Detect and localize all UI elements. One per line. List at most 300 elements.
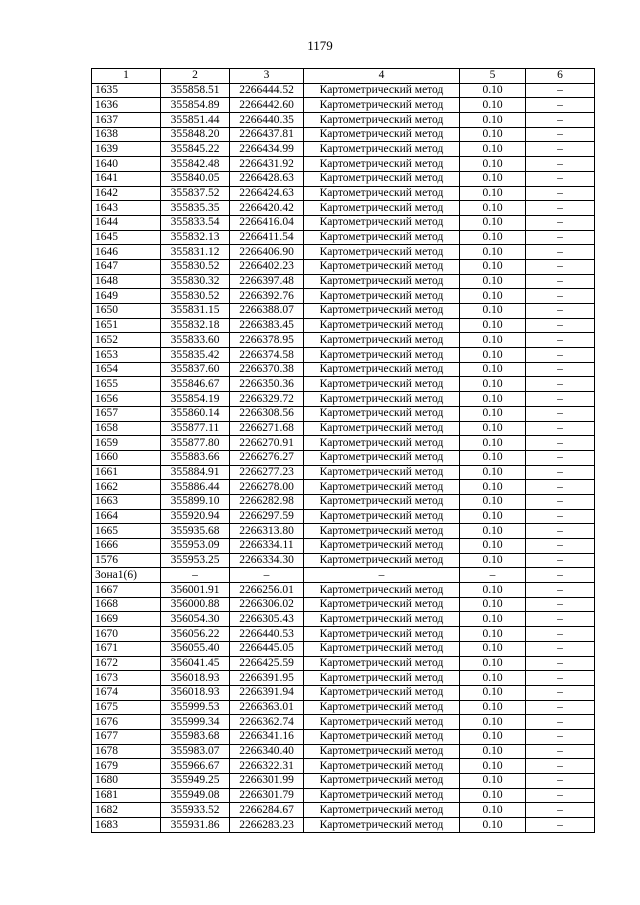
point-number-cell: 1659 bbox=[92, 436, 161, 451]
point-number-cell: 1638 bbox=[92, 127, 161, 142]
x-coordinate-cell: 356056.22 bbox=[161, 627, 230, 642]
note-cell: – bbox=[526, 744, 595, 759]
method-cell: Картометрический метод bbox=[304, 685, 460, 700]
method-cell: Картометрический метод bbox=[304, 201, 460, 216]
accuracy-cell: 0.10 bbox=[460, 392, 526, 407]
y-coordinate-cell: 2266334.30 bbox=[230, 553, 304, 568]
column-header: 1 bbox=[92, 69, 161, 84]
accuracy-cell: 0.10 bbox=[460, 597, 526, 612]
method-cell: Картометрический метод bbox=[304, 245, 460, 260]
accuracy-cell: 0.10 bbox=[460, 539, 526, 554]
method-cell: Картометрический метод bbox=[304, 480, 460, 495]
table-row bbox=[92, 171, 595, 186]
table-row bbox=[92, 583, 595, 598]
table-row bbox=[92, 406, 595, 421]
y-coordinate-cell: 2266437.81 bbox=[230, 127, 304, 142]
point-number-cell: 1669 bbox=[92, 612, 161, 627]
note-cell: – bbox=[526, 685, 595, 700]
accuracy-cell: 0.10 bbox=[460, 157, 526, 172]
note-cell: – bbox=[526, 113, 595, 128]
y-coordinate-cell: 2266350.36 bbox=[230, 377, 304, 392]
note-cell: – bbox=[526, 671, 595, 686]
method-cell: Картометрический метод bbox=[304, 392, 460, 407]
note-cell: – bbox=[526, 788, 595, 803]
point-number-cell: 1679 bbox=[92, 759, 161, 774]
note-cell: – bbox=[526, 494, 595, 509]
point-number-cell: 1664 bbox=[92, 509, 161, 524]
x-coordinate-cell: 355949.25 bbox=[161, 774, 230, 789]
y-coordinate-cell: 2266391.95 bbox=[230, 671, 304, 686]
point-number-cell: 1645 bbox=[92, 230, 161, 245]
accuracy-cell: 0.10 bbox=[460, 171, 526, 186]
accuracy-cell: 0.10 bbox=[460, 729, 526, 744]
table-row bbox=[92, 83, 595, 98]
accuracy-cell: 0.10 bbox=[460, 494, 526, 509]
y-coordinate-cell: 2266305.43 bbox=[230, 612, 304, 627]
point-number-cell: 1650 bbox=[92, 304, 161, 319]
point-number-cell: 1637 bbox=[92, 113, 161, 128]
accuracy-cell: 0.10 bbox=[460, 289, 526, 304]
method-cell: Картометрический метод bbox=[304, 436, 460, 451]
accuracy-cell: 0.10 bbox=[460, 612, 526, 627]
point-number-cell: 1641 bbox=[92, 171, 161, 186]
y-coordinate-cell: 2266297.59 bbox=[230, 509, 304, 524]
point-number-cell: 1647 bbox=[92, 259, 161, 274]
point-number-cell: 1680 bbox=[92, 774, 161, 789]
x-coordinate-cell: 355877.11 bbox=[161, 421, 230, 436]
y-coordinate-cell: 2266270.91 bbox=[230, 436, 304, 451]
x-coordinate-cell: 355884.91 bbox=[161, 465, 230, 480]
x-coordinate-cell: 355899.10 bbox=[161, 494, 230, 509]
note-cell: – bbox=[526, 142, 595, 157]
note-cell: – bbox=[526, 553, 595, 568]
note-cell: – bbox=[526, 318, 595, 333]
point-number-cell: 1672 bbox=[92, 656, 161, 671]
method-cell: Картометрический метод bbox=[304, 186, 460, 201]
point-number-cell: 1655 bbox=[92, 377, 161, 392]
x-coordinate-cell: 355877.80 bbox=[161, 436, 230, 451]
point-number-cell: 1651 bbox=[92, 318, 161, 333]
point-number-cell: 1683 bbox=[92, 818, 161, 833]
accuracy-cell: 0.10 bbox=[460, 641, 526, 656]
table-row bbox=[92, 465, 595, 480]
y-coordinate-cell: 2266322.31 bbox=[230, 759, 304, 774]
y-coordinate-cell: 2266301.79 bbox=[230, 788, 304, 803]
note-cell: – bbox=[526, 171, 595, 186]
x-coordinate-cell: 355854.19 bbox=[161, 392, 230, 407]
note-cell: – bbox=[526, 392, 595, 407]
point-number-cell: 1653 bbox=[92, 348, 161, 363]
note-cell: – bbox=[526, 509, 595, 524]
accuracy-cell: 0.10 bbox=[460, 201, 526, 216]
method-cell: – bbox=[304, 568, 460, 583]
table-row bbox=[92, 304, 595, 319]
x-coordinate-cell: 356018.93 bbox=[161, 685, 230, 700]
x-coordinate-cell: 355846.67 bbox=[161, 377, 230, 392]
table-row bbox=[92, 539, 595, 554]
y-coordinate-cell: 2266428.63 bbox=[230, 171, 304, 186]
table-row bbox=[92, 568, 595, 583]
accuracy-cell: 0.10 bbox=[460, 788, 526, 803]
method-cell: Картометрический метод bbox=[304, 509, 460, 524]
method-cell: Картометрический метод bbox=[304, 715, 460, 730]
note-cell: – bbox=[526, 818, 595, 833]
x-coordinate-cell: 355953.09 bbox=[161, 539, 230, 554]
note-cell: – bbox=[526, 627, 595, 642]
x-coordinate-cell: 355835.42 bbox=[161, 348, 230, 363]
y-coordinate-cell: 2266256.01 bbox=[230, 583, 304, 598]
table-row bbox=[92, 612, 595, 627]
y-coordinate-cell: 2266388.07 bbox=[230, 304, 304, 319]
x-coordinate-cell: 355831.15 bbox=[161, 304, 230, 319]
note-cell: – bbox=[526, 700, 595, 715]
note-cell: – bbox=[526, 759, 595, 774]
note-cell: – bbox=[526, 568, 595, 583]
accuracy-cell: 0.10 bbox=[460, 186, 526, 201]
note-cell: – bbox=[526, 377, 595, 392]
x-coordinate-cell: 355858.51 bbox=[161, 83, 230, 98]
point-number-cell: 1670 bbox=[92, 627, 161, 642]
table-row bbox=[92, 318, 595, 333]
column-header: 6 bbox=[526, 69, 595, 84]
x-coordinate-cell: 355840.05 bbox=[161, 171, 230, 186]
note-cell: – bbox=[526, 421, 595, 436]
x-coordinate-cell: 355837.60 bbox=[161, 362, 230, 377]
accuracy-cell: 0.10 bbox=[460, 245, 526, 260]
method-cell: Картометрический метод bbox=[304, 421, 460, 436]
x-coordinate-cell: 355845.22 bbox=[161, 142, 230, 157]
point-number-cell: 1674 bbox=[92, 685, 161, 700]
x-coordinate-cell: 355933.52 bbox=[161, 803, 230, 818]
point-number-cell: 1668 bbox=[92, 597, 161, 612]
table-row bbox=[92, 259, 595, 274]
table-row bbox=[92, 641, 595, 656]
method-cell: Картометрический метод bbox=[304, 774, 460, 789]
accuracy-cell: 0.10 bbox=[460, 127, 526, 142]
table-row bbox=[92, 421, 595, 436]
x-coordinate-cell: 355931.86 bbox=[161, 818, 230, 833]
accuracy-cell: 0.10 bbox=[460, 759, 526, 774]
accuracy-cell: 0.10 bbox=[460, 524, 526, 539]
method-cell: Картометрический метод bbox=[304, 641, 460, 656]
accuracy-cell: 0.10 bbox=[460, 715, 526, 730]
table-row bbox=[92, 98, 595, 113]
note-cell: – bbox=[526, 304, 595, 319]
table-row bbox=[92, 788, 595, 803]
note-cell: – bbox=[526, 259, 595, 274]
note-cell: – bbox=[526, 289, 595, 304]
point-number-cell: 1636 bbox=[92, 98, 161, 113]
accuracy-cell: 0.10 bbox=[460, 818, 526, 833]
method-cell: Картометрический метод bbox=[304, 803, 460, 818]
x-coordinate-cell: 355832.13 bbox=[161, 230, 230, 245]
method-cell: Картометрический метод bbox=[304, 583, 460, 598]
table-row bbox=[92, 436, 595, 451]
note-cell: – bbox=[526, 274, 595, 289]
method-cell: Картометрический метод bbox=[304, 318, 460, 333]
y-coordinate-cell: 2266431.92 bbox=[230, 157, 304, 172]
point-number-cell: 1648 bbox=[92, 274, 161, 289]
x-coordinate-cell: 355949.08 bbox=[161, 788, 230, 803]
accuracy-cell: 0.10 bbox=[460, 259, 526, 274]
point-number-cell: 1640 bbox=[92, 157, 161, 172]
accuracy-cell: 0.10 bbox=[460, 348, 526, 363]
point-number-cell: 1663 bbox=[92, 494, 161, 509]
y-coordinate-cell: 2266301.99 bbox=[230, 774, 304, 789]
method-cell: Картометрический метод bbox=[304, 333, 460, 348]
note-cell: – bbox=[526, 186, 595, 201]
table-row bbox=[92, 392, 595, 407]
accuracy-cell: 0.10 bbox=[460, 509, 526, 524]
point-number-cell: 1673 bbox=[92, 671, 161, 686]
y-coordinate-cell: 2266411.54 bbox=[230, 230, 304, 245]
table-row bbox=[92, 230, 595, 245]
y-coordinate-cell: – bbox=[230, 568, 304, 583]
method-cell: Картометрический метод bbox=[304, 289, 460, 304]
accuracy-cell: 0.10 bbox=[460, 553, 526, 568]
table-row bbox=[92, 142, 595, 157]
accuracy-cell: 0.10 bbox=[460, 83, 526, 98]
y-coordinate-cell: 2266397.48 bbox=[230, 274, 304, 289]
y-coordinate-cell: 2266277.23 bbox=[230, 465, 304, 480]
table-row bbox=[92, 597, 595, 612]
note-cell: – bbox=[526, 333, 595, 348]
note-cell: – bbox=[526, 450, 595, 465]
table-row bbox=[92, 627, 595, 642]
table-row bbox=[92, 127, 595, 142]
accuracy-cell: 0.10 bbox=[460, 656, 526, 671]
point-number-cell: 1665 bbox=[92, 524, 161, 539]
note-cell: – bbox=[526, 348, 595, 363]
table-row bbox=[92, 377, 595, 392]
point-number-cell: 1658 bbox=[92, 421, 161, 436]
note-cell: – bbox=[526, 436, 595, 451]
note-cell: – bbox=[526, 362, 595, 377]
point-number-cell: 1642 bbox=[92, 186, 161, 201]
x-coordinate-cell: 355830.52 bbox=[161, 259, 230, 274]
x-coordinate-cell: 356041.45 bbox=[161, 656, 230, 671]
table-row bbox=[92, 201, 595, 216]
x-coordinate-cell: 355854.89 bbox=[161, 98, 230, 113]
method-cell: Картометрический метод bbox=[304, 700, 460, 715]
x-coordinate-cell: 356001.91 bbox=[161, 583, 230, 598]
y-coordinate-cell: 2266444.52 bbox=[230, 83, 304, 98]
point-number-cell: 1656 bbox=[92, 392, 161, 407]
y-coordinate-cell: 2266391.94 bbox=[230, 685, 304, 700]
accuracy-cell: 0.10 bbox=[460, 304, 526, 319]
method-cell: Картометрический метод bbox=[304, 113, 460, 128]
method-cell: Картометрический метод bbox=[304, 539, 460, 554]
table-row bbox=[92, 113, 595, 128]
accuracy-cell: 0.10 bbox=[460, 671, 526, 686]
accuracy-cell: 0.10 bbox=[460, 98, 526, 113]
x-coordinate-cell: 355832.18 bbox=[161, 318, 230, 333]
table-row bbox=[92, 450, 595, 465]
x-coordinate-cell: 355999.34 bbox=[161, 715, 230, 730]
x-coordinate-cell: 355935.68 bbox=[161, 524, 230, 539]
accuracy-cell: 0.10 bbox=[460, 406, 526, 421]
y-coordinate-cell: 2266374.58 bbox=[230, 348, 304, 363]
method-cell: Картометрический метод bbox=[304, 744, 460, 759]
x-coordinate-cell: 355848.20 bbox=[161, 127, 230, 142]
point-number-cell: 1635 bbox=[92, 83, 161, 98]
column-header: 2 bbox=[161, 69, 230, 84]
accuracy-cell: 0.10 bbox=[460, 436, 526, 451]
table-row bbox=[92, 362, 595, 377]
accuracy-cell: 0.10 bbox=[460, 142, 526, 157]
y-coordinate-cell: 2266392.76 bbox=[230, 289, 304, 304]
table-header-row bbox=[92, 69, 595, 84]
y-coordinate-cell: 2266445.05 bbox=[230, 641, 304, 656]
page-number: 1179 bbox=[307, 38, 333, 53]
accuracy-cell: 0.10 bbox=[460, 480, 526, 495]
method-cell: Картометрический метод bbox=[304, 348, 460, 363]
method-cell: Картометрический метод bbox=[304, 524, 460, 539]
method-cell: Картометрический метод bbox=[304, 142, 460, 157]
x-coordinate-cell: 355999.53 bbox=[161, 700, 230, 715]
method-cell: Картометрический метод bbox=[304, 553, 460, 568]
note-cell: – bbox=[526, 201, 595, 216]
y-coordinate-cell: 2266383.45 bbox=[230, 318, 304, 333]
table-row bbox=[92, 715, 595, 730]
method-cell: Картометрический метод bbox=[304, 627, 460, 642]
table-row bbox=[92, 774, 595, 789]
table-row bbox=[92, 245, 595, 260]
point-number-cell: 1676 bbox=[92, 715, 161, 730]
method-cell: Картометрический метод bbox=[304, 215, 460, 230]
point-number-cell: 1671 bbox=[92, 641, 161, 656]
method-cell: Картометрический метод bbox=[304, 362, 460, 377]
point-number-cell: 1657 bbox=[92, 406, 161, 421]
note-cell: – bbox=[526, 774, 595, 789]
method-cell: Картометрический метод bbox=[304, 274, 460, 289]
table-row bbox=[92, 289, 595, 304]
note-cell: – bbox=[526, 215, 595, 230]
table-row bbox=[92, 494, 595, 509]
accuracy-cell: – bbox=[460, 568, 526, 583]
y-coordinate-cell: 2266378.95 bbox=[230, 333, 304, 348]
point-number-cell: 1660 bbox=[92, 450, 161, 465]
point-number-cell: 1646 bbox=[92, 245, 161, 260]
note-cell: – bbox=[526, 406, 595, 421]
y-coordinate-cell: 2266440.53 bbox=[230, 627, 304, 642]
method-cell: Картометрический метод bbox=[304, 788, 460, 803]
method-cell: Картометрический метод bbox=[304, 157, 460, 172]
point-number-cell: 1682 bbox=[92, 803, 161, 818]
x-coordinate-cell: 355883.66 bbox=[161, 450, 230, 465]
point-number-cell: 1654 bbox=[92, 362, 161, 377]
table-body bbox=[92, 83, 595, 832]
x-coordinate-cell: 355966.67 bbox=[161, 759, 230, 774]
accuracy-cell: 0.10 bbox=[460, 230, 526, 245]
x-coordinate-cell: 355837.52 bbox=[161, 186, 230, 201]
y-coordinate-cell: 2266424.63 bbox=[230, 186, 304, 201]
point-number-cell: 1681 bbox=[92, 788, 161, 803]
method-cell: Картометрический метод bbox=[304, 656, 460, 671]
accuracy-cell: 0.10 bbox=[460, 215, 526, 230]
method-cell: Картометрический метод bbox=[304, 465, 460, 480]
y-coordinate-cell: 2266308.56 bbox=[230, 406, 304, 421]
note-cell: – bbox=[526, 480, 595, 495]
x-coordinate-cell: 356018.93 bbox=[161, 671, 230, 686]
table-row bbox=[92, 803, 595, 818]
table-row bbox=[92, 215, 595, 230]
note-cell: – bbox=[526, 539, 595, 554]
accuracy-cell: 0.10 bbox=[460, 803, 526, 818]
point-number-cell: 1649 bbox=[92, 289, 161, 304]
note-cell: – bbox=[526, 656, 595, 671]
table-row bbox=[92, 186, 595, 201]
y-coordinate-cell: 2266329.72 bbox=[230, 392, 304, 407]
x-coordinate-cell: 355983.07 bbox=[161, 744, 230, 759]
point-number-cell: 1667 bbox=[92, 583, 161, 598]
point-number-cell: 1652 bbox=[92, 333, 161, 348]
note-cell: – bbox=[526, 729, 595, 744]
point-number-cell: Зона1(6) bbox=[92, 568, 161, 583]
y-coordinate-cell: 2266416.04 bbox=[230, 215, 304, 230]
point-number-cell: 1666 bbox=[92, 539, 161, 554]
accuracy-cell: 0.10 bbox=[460, 627, 526, 642]
note-cell: – bbox=[526, 245, 595, 260]
coordinates-table bbox=[91, 68, 595, 833]
table-row bbox=[92, 744, 595, 759]
accuracy-cell: 0.10 bbox=[460, 744, 526, 759]
method-cell: Картометрический метод bbox=[304, 304, 460, 319]
point-number-cell: 1576 bbox=[92, 553, 161, 568]
y-coordinate-cell: 2266313.80 bbox=[230, 524, 304, 539]
method-cell: Картометрический метод bbox=[304, 98, 460, 113]
method-cell: Картометрический метод bbox=[304, 406, 460, 421]
table-row bbox=[92, 700, 595, 715]
table-row bbox=[92, 685, 595, 700]
method-cell: Картометрический метод bbox=[304, 759, 460, 774]
y-coordinate-cell: 2266278.00 bbox=[230, 480, 304, 495]
accuracy-cell: 0.10 bbox=[460, 465, 526, 480]
method-cell: Картометрический метод bbox=[304, 377, 460, 392]
x-coordinate-cell: 356000.88 bbox=[161, 597, 230, 612]
table-row bbox=[92, 157, 595, 172]
y-coordinate-cell: 2266402.23 bbox=[230, 259, 304, 274]
table-row bbox=[92, 348, 595, 363]
accuracy-cell: 0.10 bbox=[460, 113, 526, 128]
accuracy-cell: 0.10 bbox=[460, 685, 526, 700]
method-cell: Картометрический метод bbox=[304, 230, 460, 245]
table-row bbox=[92, 656, 595, 671]
x-coordinate-cell: 355842.48 bbox=[161, 157, 230, 172]
table-row bbox=[92, 818, 595, 833]
note-cell: – bbox=[526, 612, 595, 627]
note-cell: – bbox=[526, 230, 595, 245]
method-cell: Картометрический метод bbox=[304, 729, 460, 744]
method-cell: Картометрический метод bbox=[304, 612, 460, 627]
y-coordinate-cell: 2266276.27 bbox=[230, 450, 304, 465]
y-coordinate-cell: 2266282.98 bbox=[230, 494, 304, 509]
point-number-cell: 1639 bbox=[92, 142, 161, 157]
column-header: 4 bbox=[304, 69, 460, 84]
method-cell: Картометрический метод bbox=[304, 171, 460, 186]
x-coordinate-cell: – bbox=[161, 568, 230, 583]
y-coordinate-cell: 2266283.23 bbox=[230, 818, 304, 833]
accuracy-cell: 0.10 bbox=[460, 377, 526, 392]
table-row bbox=[92, 333, 595, 348]
accuracy-cell: 0.10 bbox=[460, 450, 526, 465]
x-coordinate-cell: 355833.54 bbox=[161, 215, 230, 230]
y-coordinate-cell: 2266341.16 bbox=[230, 729, 304, 744]
note-cell: – bbox=[526, 127, 595, 142]
table-row bbox=[92, 524, 595, 539]
point-number-cell: 1675 bbox=[92, 700, 161, 715]
x-coordinate-cell: 355953.25 bbox=[161, 553, 230, 568]
